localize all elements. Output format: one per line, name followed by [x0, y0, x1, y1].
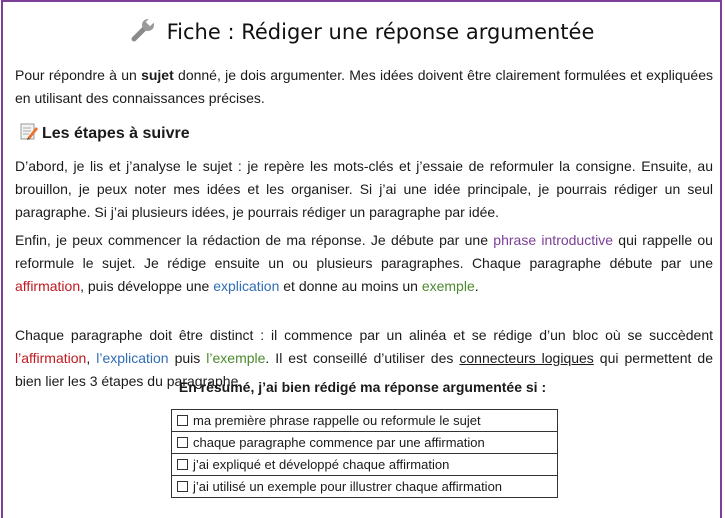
p2-text-e: . — [474, 278, 479, 294]
p3-exemple: l’exemple — [206, 350, 266, 366]
p3-text-e: qui permettent de bien lier les 3 étapes du paragraphe. — [15, 350, 713, 389]
checklist-item-label: chaque paragraphe commence par une affirmation — [193, 435, 485, 450]
checklist-item-label: ma première phrase rappelle ou reformule le sujet — [193, 413, 481, 428]
checkbox-icon[interactable] — [177, 437, 188, 448]
checklist-table — [171, 409, 558, 498]
intro-text-2: donné, je dois argumenter. Mes idées doivent être clairement formulées et expliquées en utilisant des connaissances précises. — [15, 67, 714, 106]
checklist-row — [172, 454, 558, 476]
p2-text-b: qui rappelle ou reformule le sujet. Je rédige ensuite un ou plusieurs paragraphes. Chaque paragraphe débute par une — [15, 232, 713, 271]
p3-connecteurs-logiques: connecteurs logiques — [459, 350, 594, 366]
p2-affirmation: affirmation — [15, 278, 81, 294]
p2-text-a: Enfin, je peux commencer la rédaction de ma réponse. Je débute par une — [15, 232, 494, 248]
checklist-row — [172, 476, 558, 498]
checklist-item-label: j’ai expliqué et développé chaque affirmation — [193, 457, 450, 472]
memo-icon — [19, 121, 39, 146]
p3-text-b: , — [86, 350, 97, 366]
p3-text-c: puis — [168, 350, 207, 366]
p3-text-a: Chaque paragraphe doit être distinct : il commence par un alinéa et se rédige d’un bloc où se succèdent — [15, 327, 713, 343]
section-heading-text: Les étapes à suivre — [42, 124, 190, 142]
p3-explication: l’explication — [96, 350, 169, 366]
p2-explication: explication — [213, 278, 280, 294]
checkbox-icon[interactable] — [177, 459, 188, 470]
intro-text: Pour répondre à un — [15, 67, 142, 83]
p3-affirmation: l’affirmation — [15, 350, 87, 366]
wrench-icon — [131, 18, 157, 47]
section-heading — [19, 121, 190, 146]
p3-text-d: . Il est conseillé d’utiliser des — [265, 350, 460, 366]
checkbox-icon[interactable] — [177, 481, 188, 492]
p2-text-c: , puis développe une — [80, 278, 214, 294]
p2-exemple: exemple — [421, 278, 475, 294]
title-text: Fiche : Rédiger une réponse argumentée — [166, 20, 595, 44]
p2-phrase-introductive: phrase introductive — [493, 232, 613, 248]
p2-text-d: et donne au moins un — [279, 278, 422, 294]
intro-paragraph — [15, 64, 713, 110]
paragraph-1: D’abord, je lis et j’analyse le sujet : je repère les mots-clés et j’essaie de reformuler la consigne. Ensuite, au brouillon, je peux noter mes idées et les organiser. Si j’ai une idée principale, je pourrais rédiger un seul paragraphe. Si j’ai plusieurs idées, je pourrais rédiger un paragraphe par idée. — [15, 158, 713, 220]
paragraph-2 — [15, 229, 713, 298]
checklist-row — [172, 410, 558, 432]
intro-bold-word: sujet — [141, 67, 174, 83]
checklist-row — [172, 432, 558, 454]
checklist-item-label: j’ai utilisé un exemple pour illustrer chaque affirmation — [193, 479, 503, 494]
page-title — [0, 18, 725, 47]
summary-heading: En résumé, j’ai bien rédigé ma réponse argumentée si : — [178, 379, 547, 395]
checkbox-icon[interactable] — [177, 415, 188, 426]
